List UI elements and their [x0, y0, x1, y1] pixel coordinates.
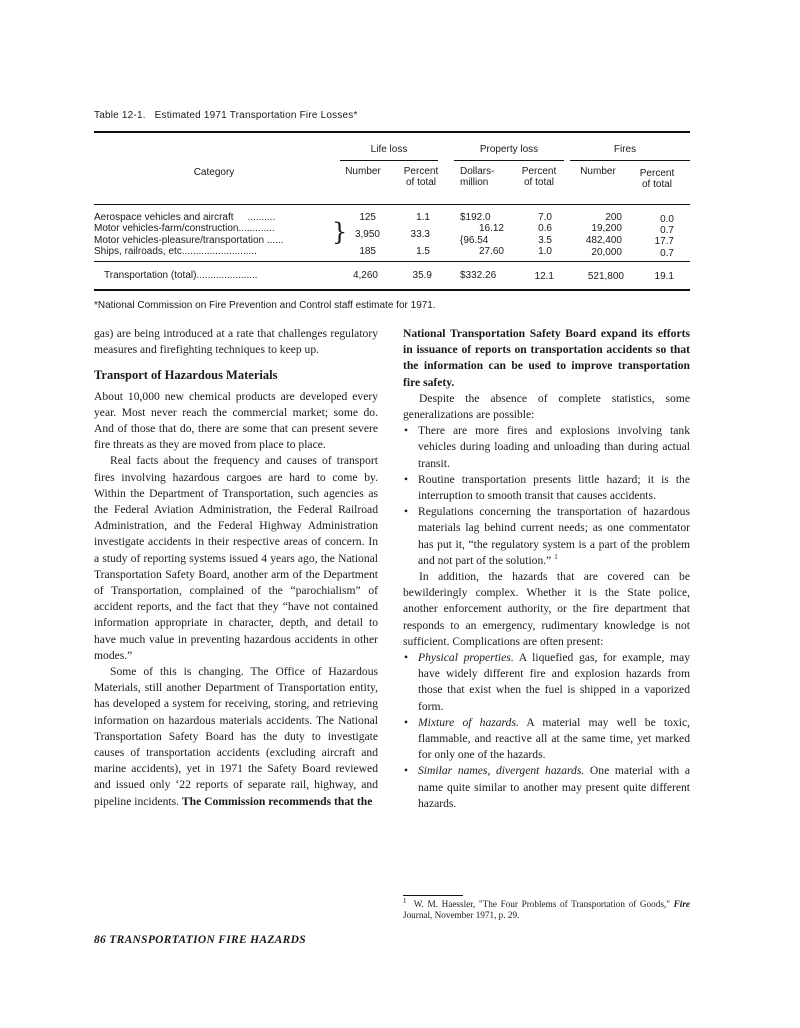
table-bottom-rule [94, 289, 690, 291]
table-row: Motor vehicles-farm/construction............. [94, 223, 275, 234]
group-life-loss: Life loss [370, 144, 408, 155]
list-item: • There are more fires and explosions involving tank vehicles during loading and unloading than during actual transit. [404, 424, 690, 470]
cell-life-percent: 33.3 [410, 229, 430, 240]
col-life-percent: Percent of total [403, 166, 439, 188]
cell-property-percent: 7.0 [538, 212, 552, 223]
cell-life-number: 185 [359, 246, 376, 257]
group-fires: Fires [613, 144, 637, 155]
right-column [403, 326, 690, 812]
recommendation-start: The Commission recommends that the [181, 794, 373, 808]
cell-property-percent: 3.5 [538, 235, 552, 246]
footnote-reference: 1 [554, 552, 558, 561]
list-item-title: Similar names, divergent hazards. [418, 764, 585, 778]
total-rule [94, 261, 690, 262]
total-life-number: 4,260 [352, 270, 378, 281]
cell-fires-percent: 0.7 [660, 248, 674, 259]
bullet-icon: • [404, 472, 409, 486]
list-item: • Mixture of hazards. A material may well be toxic, flammable, and reactive all at the same time, yet marked for only one of the hazards. [404, 715, 690, 762]
list-item-title: Physical properties. [418, 651, 514, 665]
cell-fires-number: 20,000 [591, 247, 622, 258]
footnote-rule [403, 895, 463, 896]
total-fires-number: 521,800 [587, 271, 624, 282]
paragraph: Real facts about the frequency and causes of transport fires involving hazardous cargoes are hard to come by. Within the Department of Transportation, such agencies as the Federal Aviation Administration, the Federal Railroad Administration, and the Federal Highway Administration investigate accidents in their respective areas of concern. In a study of reporting systems issued 4 years ago, the National Transportation Safety Board, another arm of the Department of Transportation, complained of the “parochialism” of accident reports, and the fact that they “have not contained information appropriate in character, depth, and detail to have much value in preventing hazardous accidents in other modes.” [94, 454, 378, 662]
cell-fires-percent: 0.0 [660, 214, 674, 225]
footnote-number: 1 [403, 896, 407, 905]
list-item: • Similar names, divergent hazards. One material with a name quite similar to another may present quite different hazards. [404, 764, 691, 810]
total-dollars: $332.26 [460, 270, 497, 281]
brace-motor-vehicles: } [332, 218, 348, 246]
section-heading: Transport of Hazardous Materials [94, 368, 278, 383]
cell-dollars: 27.60 [478, 246, 504, 257]
group-life-rule [340, 160, 438, 161]
page-footer: 86 TRANSPORTATION FIRE HAZARDS [94, 934, 306, 946]
list-item: • Physical properties. A liquefied gas, for example, may have widely different fire and explosion hazards from those that exist when the fuel is shipped in a vaporized form. [404, 651, 690, 713]
cell-life-number: 125 [359, 212, 376, 223]
table-row: Ships, railroads, etc........................... [94, 246, 257, 257]
group-property-rule [454, 160, 564, 161]
bullet-icon: • [404, 715, 409, 729]
table-row: Motor vehicles-pleasure/transportation ...... [94, 235, 284, 246]
paragraph: Some of this is changing. The Office of Hazardous Materials, still another Department of Transportation entity, has developed a system for receiving, storing, and retrieving information on hazardous materials accidents. The National Transportation Safety Board has the duty to investigate causes of transportation accidents (excluding aircraft and marine accidents), yet in 1971 the Safety Board reviewed and issued only ‘22 reports of separate rail, highway, and pipeline incidents. The Commission recommends that the [94, 665, 378, 808]
group-property-loss: Property loss [479, 144, 539, 155]
total-property-percent: 12.1 [534, 271, 554, 282]
paragraph: Despite the absence of complete statistics, some generalizations are possible: [403, 391, 690, 422]
table-top-rule [94, 131, 690, 133]
cell-property-percent: 1.0 [538, 246, 552, 257]
left-column [94, 326, 378, 810]
cell-fires-percent: 17.7 [654, 236, 674, 247]
cell-dollars: $192.0 [460, 212, 491, 223]
cell-fires-number: 19,200 [591, 223, 622, 234]
list-item-title: Mixture of hazards. [418, 715, 519, 729]
cell-dollars: {96.54 [460, 235, 489, 246]
cell-property-percent: 0.6 [538, 223, 552, 234]
total-fires-percent: 19.1 [654, 271, 674, 282]
cell-fires-number: 200 [605, 212, 622, 223]
cell-fires-number: 482,400 [585, 235, 622, 246]
cell-life-percent: 1.1 [416, 212, 430, 223]
col-dollars: Dollars- million [460, 166, 495, 188]
paragraph: In addition, the hazards that are covered can be bewilderingly complex. Whether it is the State police, another enforcement authority, or the fire department that responds to an emergency, rudimentary knowledge is not sufficient. Complications are often present: [403, 570, 690, 648]
col-life-number: Number [345, 166, 381, 177]
table-footnote: *National Commission on Fire Prevention and Control staff estimate for 1971. [94, 300, 436, 311]
footnote-journal: Fire [673, 899, 690, 909]
group-fires-rule [570, 160, 690, 161]
total-row-label: Transportation (total)...................... [104, 270, 258, 281]
page-footnote: $^1$ W. M. Haessler, "The Four Problems of Transportation of Goods," Fire Journal, November 1971, p. 29. [403, 896, 690, 920]
recommendation-text: National Transportation Safety Board expand its efforts in issuance of reports on transportation accidents so that the information can be used to improve transportation fire safety. [403, 327, 690, 389]
list-item: • Regulations concerning the transportation of hazardous materials lag behind current needs; as one commentator has put it, “the regulatory system is a part of the problem and not part of the solution.” $^1$ [404, 505, 690, 567]
cell-dollars: 16.12 [478, 223, 504, 234]
paragraph: About 10,000 new chemical products are developed every year. Most never reach the commercial market; some do. And of those that do, there are some that can present severe fire threats as they are moved from place to place. [94, 389, 378, 452]
cell-fires-percent: 0.7 [660, 225, 674, 236]
total-life-percent: 35.9 [412, 270, 432, 281]
list-item: • Routine transportation presents little hazard; it is the interruption to smooth transit that causes accidents. [404, 472, 690, 503]
cell-life-percent: 1.5 [416, 246, 430, 257]
bullet-icon: • [404, 505, 409, 519]
table-row: Aerospace vehicles and aircraft .......... [94, 212, 276, 223]
col-category: Category [193, 167, 235, 178]
header-bottom-rule [94, 204, 690, 205]
cell-life-number: 3,950 [354, 229, 380, 240]
bullet-icon: • [404, 424, 409, 438]
col-property-percent: Percent of total [521, 166, 557, 188]
table-caption-label: Table 12-1. [94, 110, 146, 121]
col-fires-percent: Percent of total [639, 168, 675, 190]
table-caption-title: Estimated 1971 Transportation Fire Losses* [154, 110, 358, 121]
bullet-icon: • [404, 764, 409, 778]
table-caption [94, 110, 358, 121]
bullet-icon: • [404, 651, 409, 665]
paragraph: gas) are being introduced at a rate that challenges regulatory measures and firefighting techniques to keep up. [94, 327, 378, 357]
col-fires-number: Number [580, 166, 616, 177]
